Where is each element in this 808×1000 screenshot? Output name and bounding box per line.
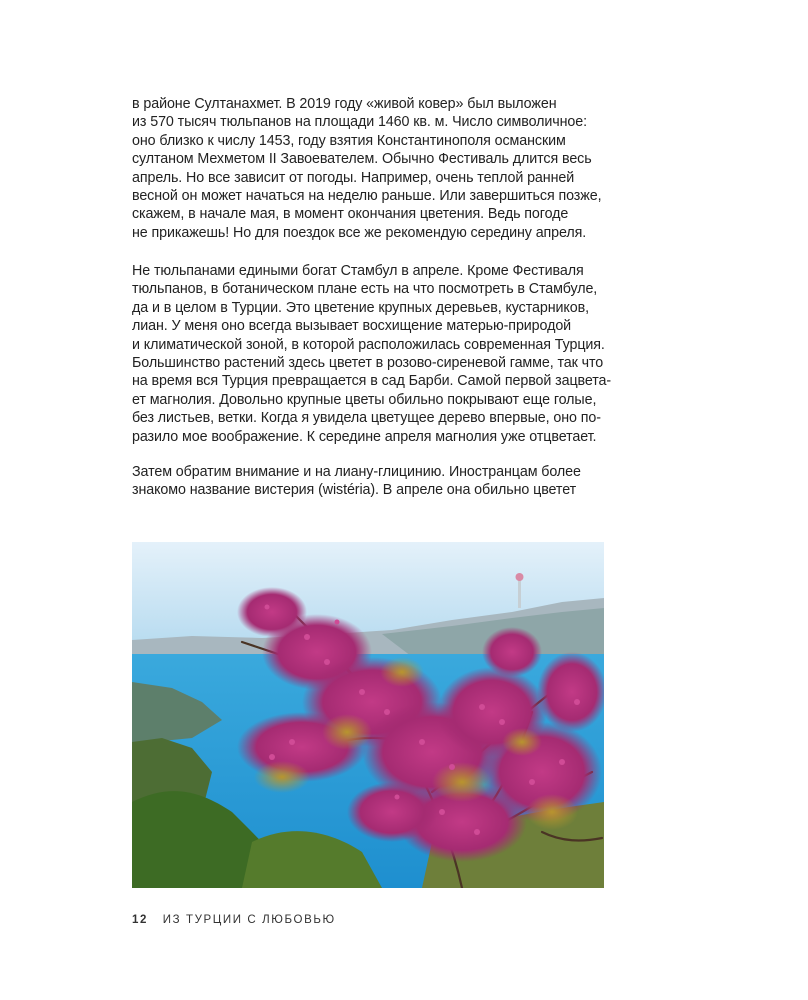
text-line: на время вся Турция превращается в сад Барби. Самой первой зацвета- [132, 373, 612, 390]
text-line: разило мое воображение. К середине апреля магнолия уже отцветает. [132, 428, 597, 445]
page-number: 12 [132, 914, 148, 926]
text-line: да и в целом в Турции. Это цветение крупных деревьев, кустарников, [132, 299, 589, 316]
text-line: из 570 тысяч тюльпанов на площади 1460 кв. м. Число символичное: [132, 114, 587, 131]
paragraph-1 [132, 95, 612, 242]
paragraph-2 [132, 262, 612, 446]
text-line: апрель. Но все зависит от погоды. Например, очень теплой ранней [132, 169, 575, 186]
text-line: оно близко к числу 1453, году взятия Константинополя османским [132, 132, 566, 149]
running-title: ИЗ ТУРЦИИ С ЛЮБОВЬЮ [162, 914, 336, 926]
text-line: Затем обратим внимание и на лиану-глицинию. Иностранцам более [132, 464, 581, 480]
text-line: знакомо название вистерия (wistéria). В апреле она обильно цветет [132, 482, 577, 499]
text-line: ет магнолия. Довольно крупные цветы обильно покрывают еще голые, [132, 391, 597, 408]
paragraph-3 [132, 463, 612, 500]
text-line: не прикажешь! Но для поездок все же рекомендую середину апреля. [132, 224, 587, 241]
text-line: Не тюльпанами едиными богат Стамбул в апреле. Кроме Фестиваля [132, 263, 584, 279]
page-footer [132, 914, 336, 926]
text-line: без листьев, ветки. Когда я увидела цветущее дерево впервые, оно по- [132, 410, 601, 427]
text-line: лиан. У меня оно всегда вызывает восхищение матерью-природой [132, 318, 572, 335]
text-line: Большинство растений здесь цветет в розово-сиреневой гамме, так что [132, 355, 604, 372]
blossoming-tree-photo [132, 542, 604, 888]
text-line: тюльпанов, в ботаническом плане есть на что посмотреть в Стамбуле, [132, 281, 598, 298]
text-line: и климатической зоной, в которой расположилась современная Турция. [132, 336, 605, 353]
text-line: скажем, в начале мая, в момент окончания цветения. Ведь погоде [132, 206, 569, 223]
text-line: весной он может начаться на неделю раньше. Или завершиться позже, [132, 188, 602, 205]
text-line: в районе Султанахмет. В 2019 году «живой ковер» был выложен [132, 96, 557, 112]
text-line: султаном Мехметом II Завоевателем. Обычно Фестиваль длится весь [132, 151, 592, 168]
